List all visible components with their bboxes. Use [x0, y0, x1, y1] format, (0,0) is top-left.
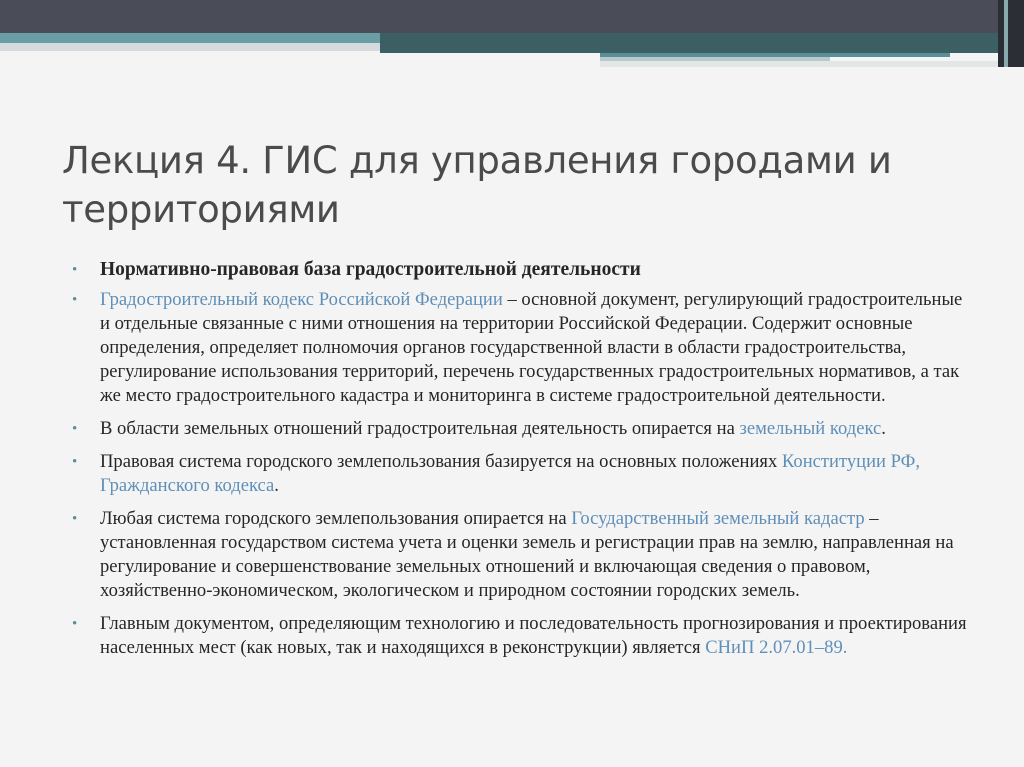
bullet-item	[70, 417, 970, 441]
bullet-link[interactable]: Государственный земельный кадастр	[571, 508, 865, 529]
bullet-text: Любая система городского землепользования опирается на	[100, 508, 572, 529]
bullet-text: Главным документом, определяющим технологию и последовательность прогнозирования и проектирования населенных мест (как новых, так и находящихся в реконструкции) является	[100, 613, 967, 658]
slide-content	[70, 258, 970, 669]
bullet-icon: •	[72, 421, 78, 437]
bullet-item	[70, 507, 970, 603]
bullet-link[interactable]: Градостроительный кодекс Российской Федерации	[100, 289, 503, 310]
bullet-link[interactable]: СНиП 2.07.01–89.	[705, 637, 848, 658]
bullet-link[interactable]: Конституции РФ, Гражданского кодекса	[100, 451, 921, 496]
bullet-heading: Нормативно-правовая база градостроительной деятельности	[100, 259, 641, 280]
bullet-text: В области земельных отношений градостроительная деятельность опирается на	[100, 418, 740, 439]
bullet-text: Правовая система городского землепользования базируется на основных положениях	[100, 451, 782, 472]
slide-title: Лекция 4. ГИС для управления городами и территориями	[62, 139, 892, 231]
bullet-icon: •	[72, 454, 78, 470]
bullet-icon: •	[72, 511, 78, 527]
bullet-text: – основной документ, регулирующий градостроительные и отдельные связанные с ними отношения на территории Российской Федерации. Содержит основные определения, определяет полномочия органов государственной власти в области градостроительства, регулирование использования территорий, перечень государственных градостроительных нормативов, а так же место градостроительного кадастра и мониторинга в системе градостроительной деятельности.	[100, 289, 963, 406]
bullet-text: – установленная государством система учета и оценки земель и регистрации прав на землю, направленная на регулирование и совершенствование земельных отношений и включающая сведения о правовом, хозяйственно-экономическом, экологическом и природном состоянии городских земель.	[100, 508, 954, 601]
bullet-icon: •	[72, 262, 78, 278]
bullet-item	[70, 288, 970, 408]
bullet-text: .	[274, 475, 279, 496]
bullet-item	[70, 258, 970, 282]
bullet-item	[70, 612, 970, 660]
bullet-item	[70, 450, 970, 498]
bullet-icon: •	[72, 616, 78, 632]
bullet-text: .	[881, 418, 886, 439]
bullet-list	[70, 258, 970, 660]
bullet-icon: •	[72, 292, 78, 308]
bullet-link[interactable]: земельный кодекс	[739, 418, 882, 439]
header-decoration	[0, 0, 1024, 80]
